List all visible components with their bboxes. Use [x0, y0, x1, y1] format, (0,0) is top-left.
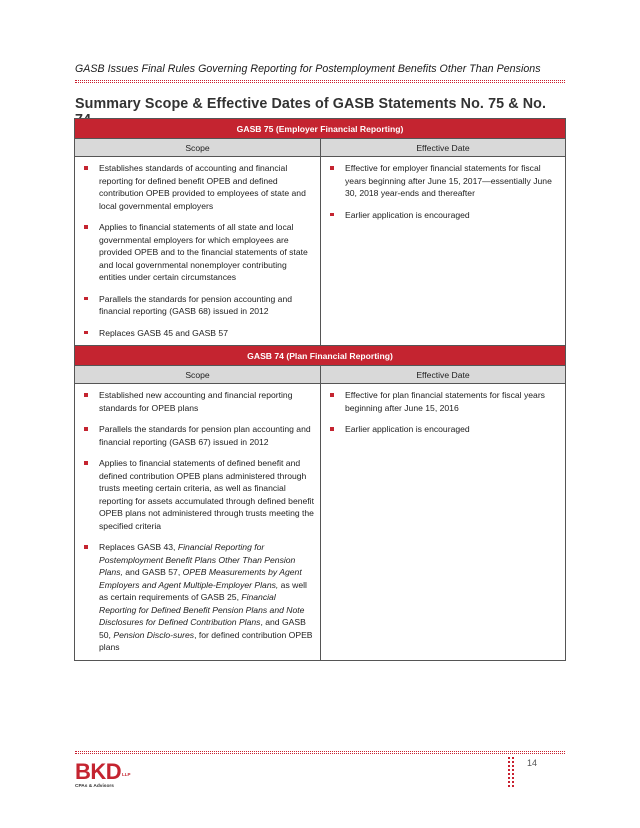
page-number-dots — [508, 757, 514, 787]
gasb74-scope-header: Scope — [75, 366, 321, 384]
replaces-title: Pension Disclo-sures — [113, 629, 195, 640]
gasb75-effective-item: Effective for employer financial statements for fiscal years beginning after June 15, 2017—essentially June 30, 2018 year-ends and thereafter — [327, 162, 559, 200]
logo-llp: LLP — [122, 772, 131, 777]
bkd-logo — [75, 760, 155, 794]
replaces-title: Financial Reporting for Postemployment Benefit Plans Other Than Pension Plans, — [99, 542, 296, 577]
replaces-text: and GASB 57, — [122, 567, 183, 577]
gasb74-band: GASB 74 (Plan Financial Reporting) — [75, 346, 566, 366]
replaces-text: as well as certain requirements of GASB 25, — [99, 579, 307, 602]
replaces-text: Replaces GASB 43, — [99, 542, 178, 552]
gasb74-scope-item: Parallels the standards for pension plan accounting and financial reporting (GASB 67) issued in 2012 — [81, 423, 314, 448]
logo-tagline: CPAs & Advisors — [75, 784, 114, 789]
gasb75-scope-header: Scope — [75, 139, 321, 157]
footer-dotted-rule — [75, 751, 565, 754]
replaces-text: , for defined contribution OPEB plans — [99, 629, 313, 652]
gasb75-band: GASB 75 (Employer Financial Reporting) — [75, 119, 566, 139]
section-title: Summary Scope & Effective Dates of GASB Statements No. 75 & No. — [75, 96, 547, 112]
gasb75-effective-cell — [321, 157, 566, 346]
gasb74-effective-item: Earlier application is encouraged — [327, 423, 559, 436]
gasb74-effective-header: Effective Date — [321, 366, 566, 384]
gasb75-scope-cell — [75, 157, 321, 346]
gasb74-scope-item-replaces — [81, 541, 314, 654]
running-header: GASB Issues Final Rules Governing Reporting for Postemployment Benefits Other Than Pensions — [75, 63, 541, 75]
gasb75-effective-header: Effective Date — [321, 139, 566, 157]
logo-wordmark: BKD — [75, 759, 122, 784]
replaces-text: , and GASB 50, — [99, 617, 306, 640]
page-number: 14 — [527, 758, 538, 768]
gasb75-scope-item: Replaces GASB 45 and GASB 57 — [81, 327, 314, 340]
replaces-title: OPEB Measurements by Agent Employers and Agent Multiple-Employer Plans, — [99, 567, 302, 590]
gasb74-scope-item: Established new accounting and financial reporting standards for OPEB plans — [81, 389, 314, 414]
gasb74-scope-cell — [75, 384, 321, 661]
summary-table — [74, 118, 566, 661]
gasb75-scope-item: Establishes standards of accounting and financial reporting for defined benefit OPEB and defined contribution OPEB provided to employees of state and local governmental employers — [81, 162, 314, 212]
gasb75-scope-item: Applies to financial statements of all state and local governmental employers for which employees are provided OPEB and to the financial statements of state and local governmental nonemployer contributing entities under certain circumstances — [81, 221, 314, 284]
gasb74-effective-cell — [321, 384, 566, 661]
gasb75-scope-item: Parallels the standards for pension accounting and financial reporting (GASB 68) issued in 2012 — [81, 293, 314, 318]
replaces-title: Financial Reporting for Defined Benefit Pension Plans and Note Disclosures for Defined Contribution Plans — [99, 592, 305, 627]
gasb75-effective-item: Earlier application is encouraged — [327, 209, 559, 222]
gasb74-effective-item: Effective for plan financial statements for fiscal years beginning after June 15, 2016 — [327, 389, 559, 414]
header-dotted-rule — [75, 80, 565, 83]
gasb74-scope-item: Applies to financial statements of defined benefit and defined contribution OPEB plans administered through trusts meeting certain criteria, as well as financial reporting for assets accumulated through defined benefit OPEB plans not administered through trusts meeting the specified criteria — [81, 457, 314, 532]
